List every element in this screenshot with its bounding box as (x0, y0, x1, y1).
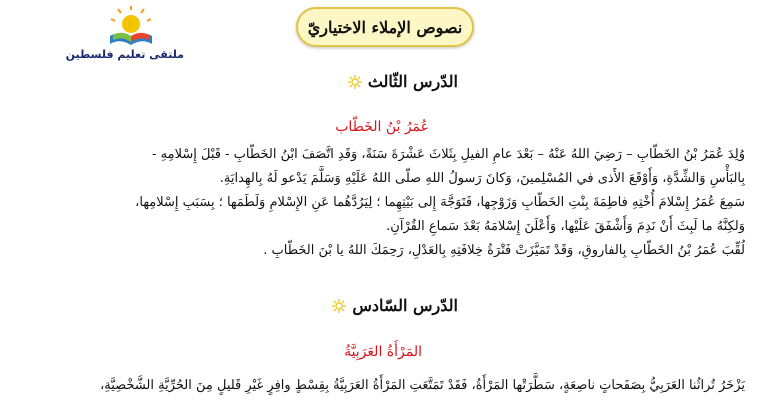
book-sun-logo-icon (106, 6, 156, 50)
paragraph-line: سَمِعَ عُمَرُ إِسْلامَ أُخْتِهِ فاطِمَةَ بِنْتِ الخَطّابِ وَزَوْجِها، فَتَوَجَّهَ إِلى بَيْتِهِما ؛ لِيَرُدَّهُما عَنِ الإِسْلامِ وَلَطَمَها ؛ بِسَبَبِ إِسْلامِها، (135, 195, 745, 210)
lesson-title: الدّرس السّادس (352, 296, 458, 315)
lesson-topic: عُمَرُ بْنُ الخَطّاب (335, 119, 429, 135)
paragraph-line: بِالبَأْسِ وَالشِّدَّةِ، وَأَوْقَعَ الأَذى في المُسْلِمينَ، وَكانَ رَسولُ اللهِ صلّى اللهُ عَلَيْهِ وَسَلَّمَ يَدْعو لَهُ بِالهِدايَةِ. (219, 171, 745, 186)
lesson-heading (348, 72, 458, 91)
lesson-heading (332, 296, 458, 315)
page-title-banner (296, 7, 474, 47)
paragraph-line: وَلكِنَّهُ ما لَبِثَ أَنْ نَدِمَ وَأَشْفَقَ عَلَيْها، وَأَعْلَنَ إِسْلامَهُ بَعْدَ سَماعِ القُرْآنِ. (386, 219, 745, 234)
site-logo (65, 6, 184, 62)
sun-icon (332, 299, 346, 313)
logo-text: ملتقى تعليم فلسطين (65, 48, 184, 61)
page-title: نصوص الإملاء الاختياريّ (307, 17, 463, 37)
lesson-title: الدّرس الثّالث (367, 72, 458, 91)
paragraph-line: لُقِّبَ عُمَرُ بْنُ الخَطّابِ بِالفاروقِ، وَقَدْ تَمَيَّزَتْ فَتْرَةُ خِلافَتِهِ بِالعَدْلِ، رَحِمَكَ اللهُ يا بْنَ الخَطّابِ . (263, 243, 745, 258)
paragraph-line: وُلِدَ عُمَرُ بْنُ الخَطّابِ – رَضِيَ اللهُ عَنْهُ – بَعْدَ عامِ الفيلِ بِثَلاثَ عَشْرَةَ سَنَةً، وَقَدِ اتَّصَفَ ابْنُ الخَطّابِ - قَبْلَ إِسْلامِهِ - (152, 147, 745, 162)
paragraph-line: يَزْخَرُ تُراثُنا العَرَبِيُّ بِصَفَحاتٍ ناصِعَةٍ، سَطَّرَتْها المَرْأَةُ، فَقَدْ تَمَتَّعَتِ المَرْأَةُ العَرَبِيَّةُ بِقِسْطٍ وافِرٍ غَيْرِ قَليلٍ مِنَ الحُرِّيَّةِ الشَّخْصِيَّةِ، (100, 378, 745, 393)
sun-icon (348, 75, 362, 89)
lesson-topic: المَرْأَةُ العَرَبِيَّةُ (344, 344, 422, 360)
